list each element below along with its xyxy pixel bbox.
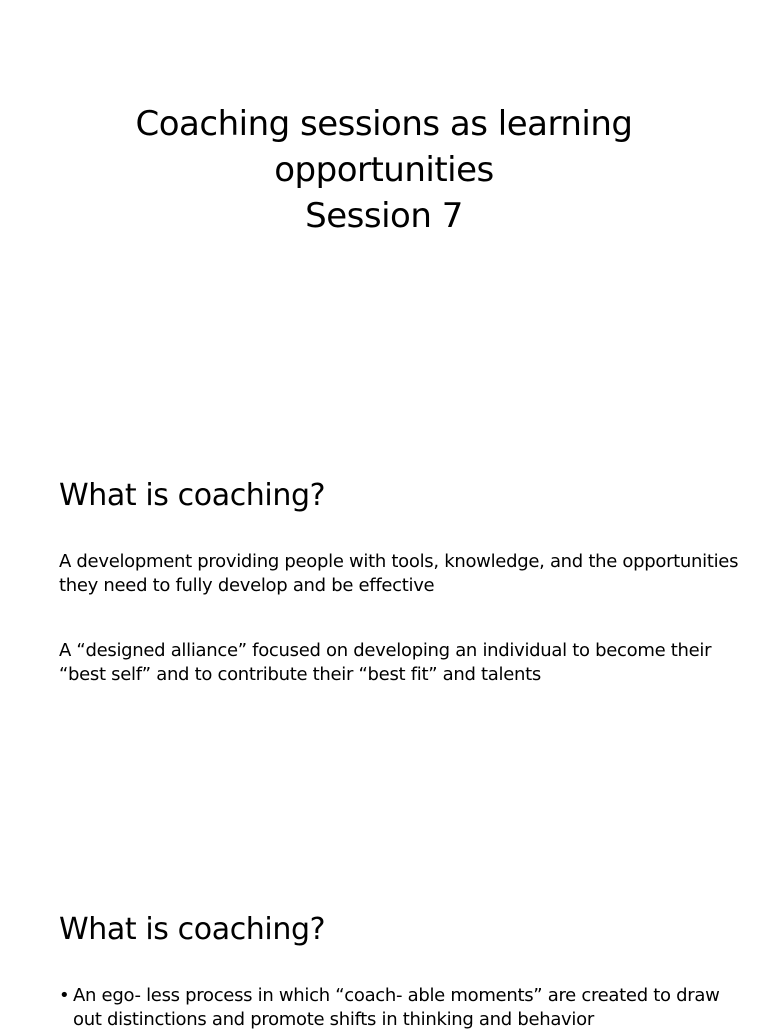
- bullet-list-item: [59, 984, 753, 1032]
- definition-paragraph-2: A “designed alliance” focused on developing an individual to become their “best self” and to contribute their “best fit” and talents: [59, 640, 712, 685]
- slide-heading: What is coaching?: [59, 912, 326, 947]
- bullet-text: An ego- less process in which “coach- able moments” are created to draw out distinctions and promote shifts in thinking and behavior: [73, 985, 720, 1030]
- slide-title: [40, 101, 728, 239]
- slide-heading: What is coaching?: [59, 478, 326, 513]
- slide-title-line-3: Session 7: [305, 195, 463, 236]
- content-slide-bullets: [0, 872, 768, 1030]
- title-slide: [0, 0, 768, 430]
- bullet-marker: •: [59, 985, 70, 1006]
- content-slide-definition: [0, 436, 768, 866]
- definition-paragraph-1: A development providing people with tools, knowledge, and the opportunities they need to fully develop and be effective: [59, 551, 739, 596]
- slide-title-line-1: Coaching sessions as learning: [135, 103, 633, 144]
- slide-title-line-2: opportunities: [274, 149, 494, 190]
